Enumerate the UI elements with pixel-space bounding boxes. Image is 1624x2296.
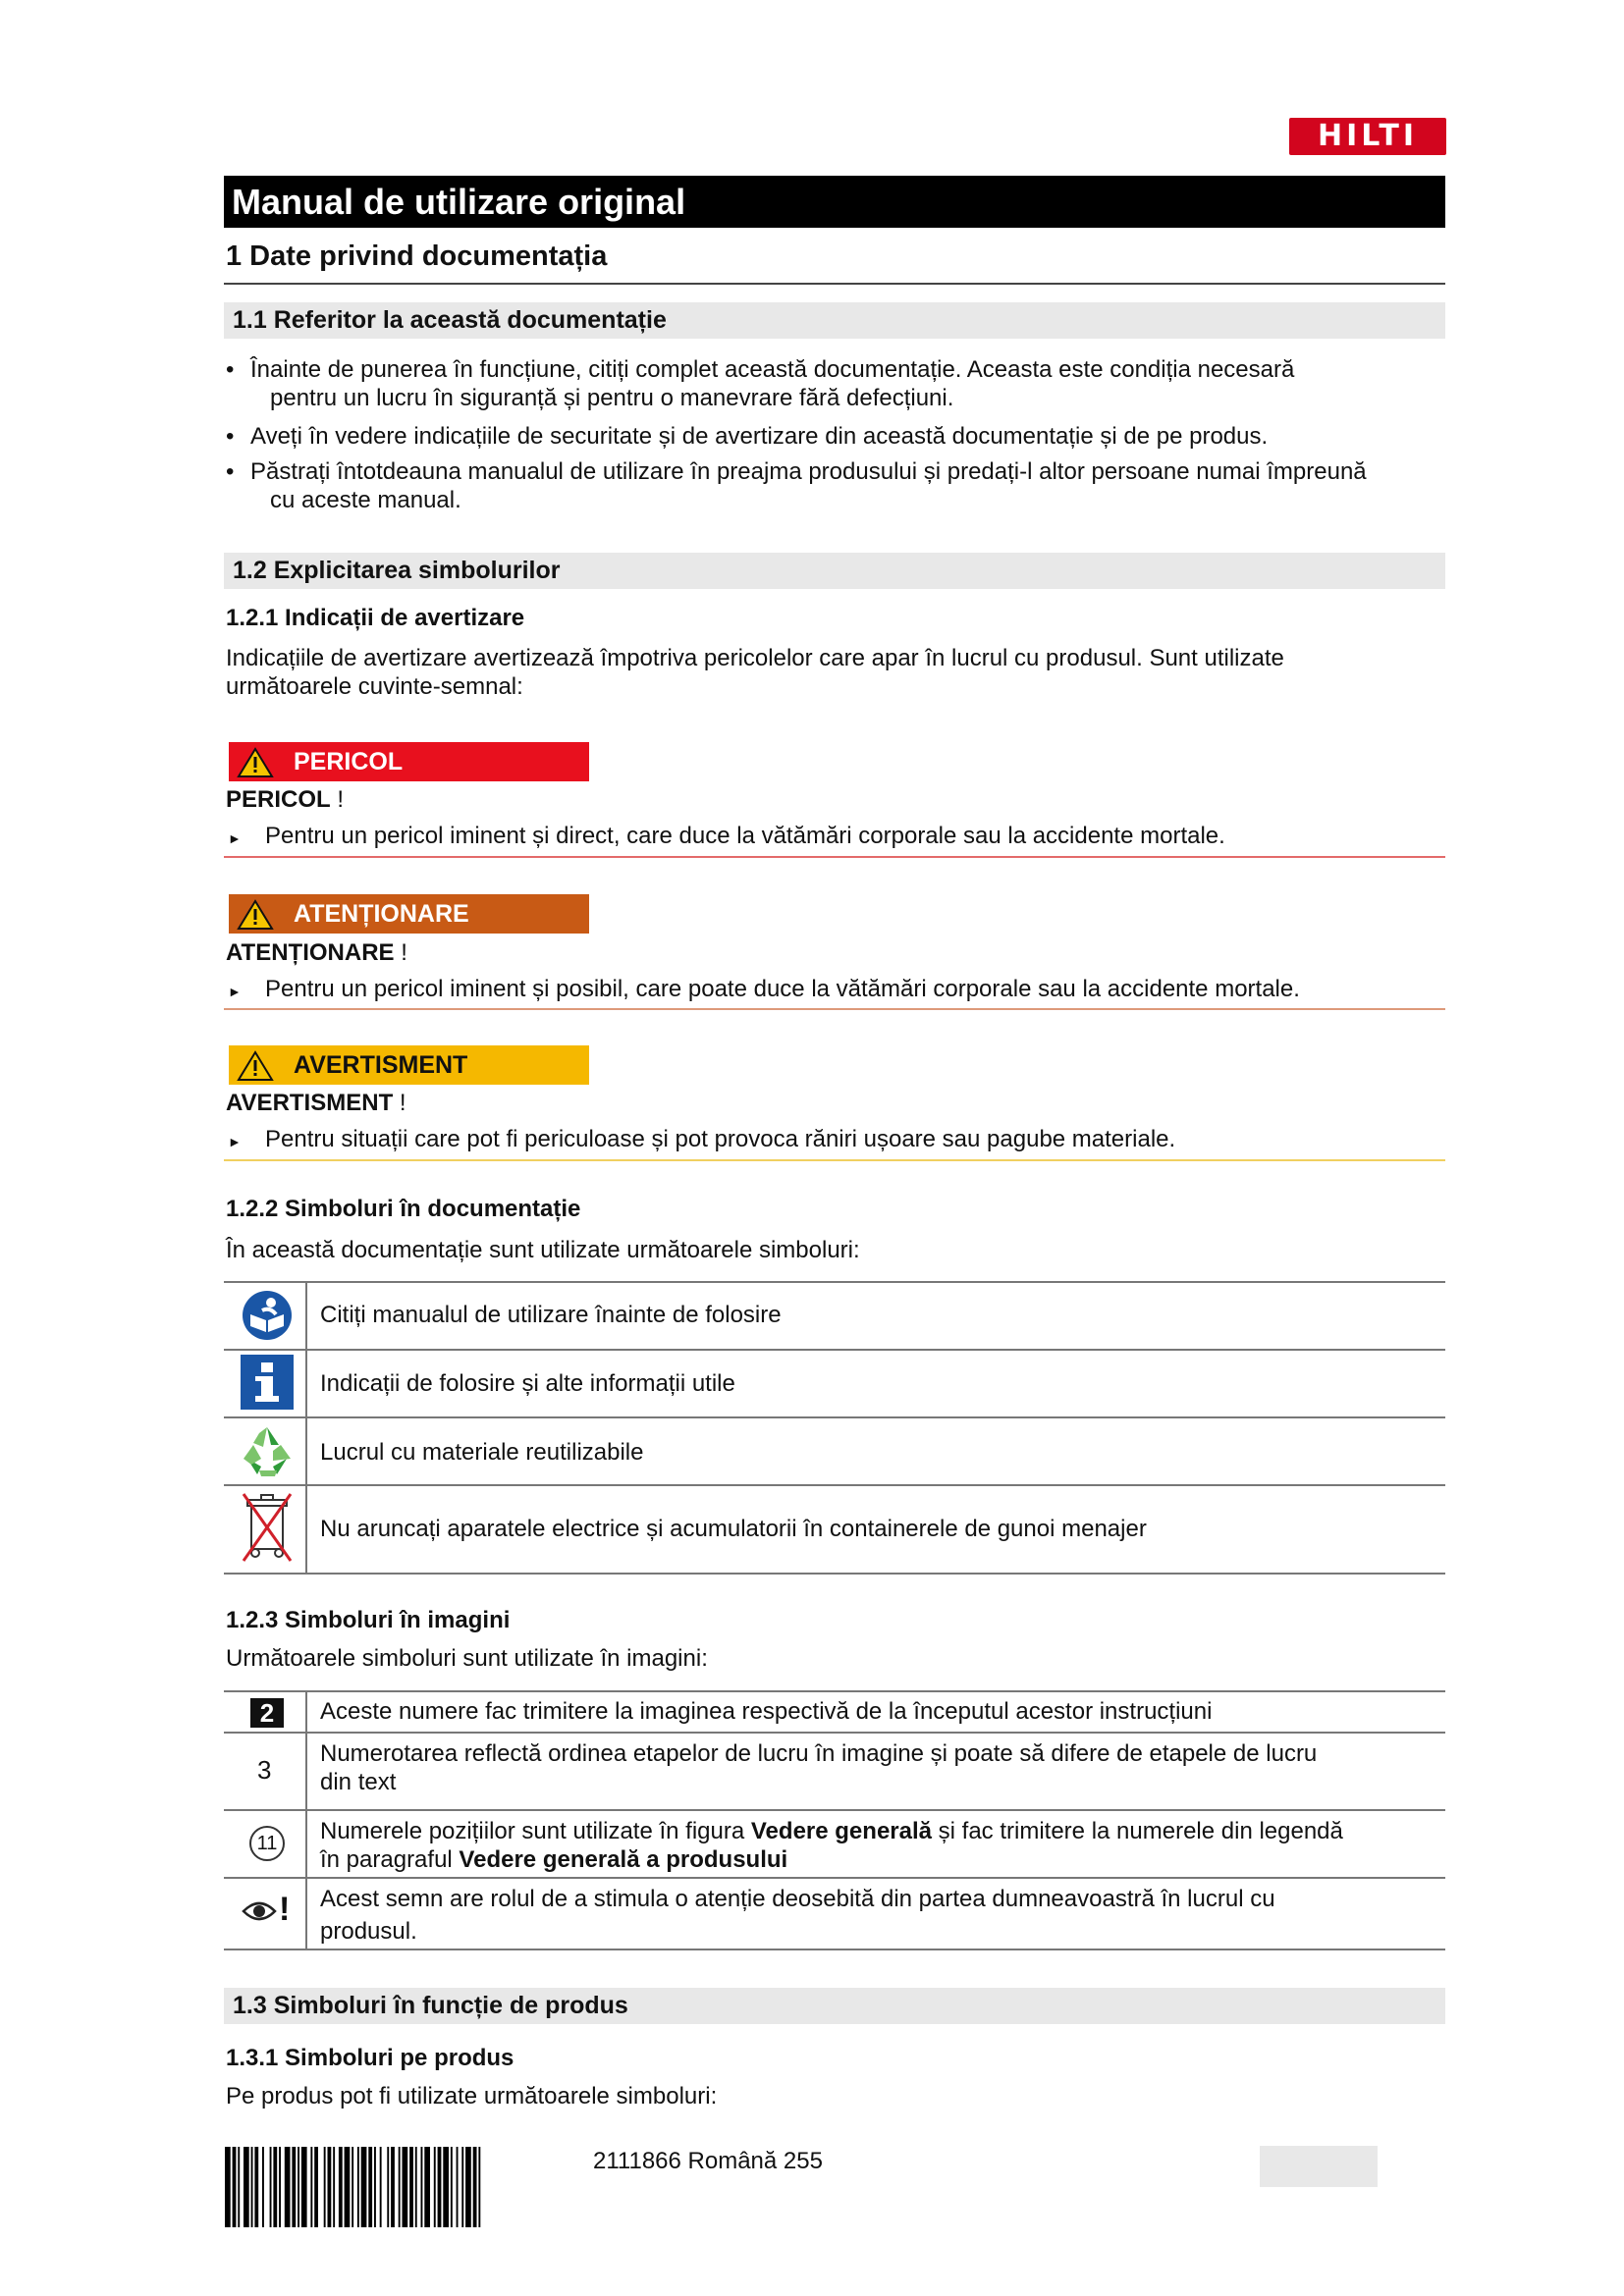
symbol-description: Nu aruncați aparatele electrice și acumulatorii în containerele de gunoi menajer	[320, 1516, 1147, 1542]
barcode-bar	[251, 2147, 253, 2227]
bullet-dot: •	[226, 356, 235, 383]
table-rule	[224, 1573, 1445, 1575]
section-heading-bar	[224, 302, 1445, 339]
barcode-bar	[361, 2147, 367, 2227]
signal-word-line	[226, 939, 407, 967]
barcode-bar	[285, 2147, 291, 2227]
barcode-bar	[352, 2147, 353, 2227]
table-rule	[224, 1416, 1445, 1418]
signal-label: PERICOL	[294, 748, 404, 775]
barcode-bar	[465, 2147, 471, 2227]
text-run: în paragraful	[320, 1846, 460, 1873]
barcode-bar	[409, 2147, 413, 2227]
caution-signal-bar	[229, 1045, 589, 1085]
barcode-bar	[310, 2147, 312, 2227]
symbol-description-cont	[320, 1845, 787, 1874]
footer-text: 2111866 Română 255	[593, 2148, 823, 2174]
document-title: Manual de utilizare original	[232, 182, 686, 222]
warning-triangle-icon	[237, 899, 274, 931]
barcode-bar	[421, 2147, 423, 2227]
barcode-bar	[424, 2147, 430, 2227]
subsection-heading: 1.2.3 Simboluri în imagini	[226, 1607, 511, 1633]
barcode-bar	[254, 2147, 258, 2227]
text-run: și fac trimitere la numerele din legendă	[932, 1818, 1343, 1844]
barcode-bar	[374, 2147, 376, 2227]
symbol-description: Numerotarea reflectă ordinea etapelor de lucru în imagine și poate să difere de etapele de lucru	[320, 1740, 1318, 1767]
bullet-text: Înainte de punerea în funcțiune, citiți complet această documentație. Aceasta este condiția necesară	[250, 356, 1295, 383]
danger-signal-bar	[229, 742, 589, 781]
paragraph-line: În această documentație sunt utilizate următoarele simboluri:	[226, 1237, 860, 1263]
table-rule	[224, 1809, 1445, 1811]
barcode-bar	[270, 2147, 272, 2227]
barcode-bar	[403, 2147, 408, 2227]
subsection-heading: 1.3.1 Simboluri pe produs	[226, 2045, 514, 2071]
barcode-bar	[457, 2147, 459, 2227]
barcode-bar	[233, 2147, 237, 2227]
signal-word: PERICOL	[226, 786, 331, 813]
symbol-description-cont: din text	[320, 1769, 397, 1795]
warning-triangle-icon	[237, 747, 274, 778]
symbol-description: Citiți manualul de utilizare înainte de folosire	[320, 1302, 782, 1328]
exclamation: !	[399, 1090, 406, 1116]
exclamation: !	[401, 939, 407, 966]
arrow-icon: ►	[228, 984, 242, 999]
symbol-description	[320, 1817, 1343, 1845]
symbol-description: Aceste numere fac trimitere la imaginea respectivă de la începutul acestor instrucțiuni	[320, 1698, 1213, 1725]
table-rule	[224, 1484, 1445, 1486]
info-icon	[241, 1355, 294, 1410]
barcode-bar	[368, 2147, 372, 2227]
hilti-logo	[1289, 118, 1446, 155]
paragraph-line: Indicațiile de avertizare avertizează împotriva pericolelor care apar în lucrul cu produsul. Sunt utilizate	[226, 645, 1284, 671]
signal-word-line	[226, 1090, 406, 1117]
barcode-bar	[225, 2147, 231, 2227]
barcode-bar	[279, 2147, 281, 2227]
barcode-bar	[415, 2147, 417, 2227]
symbol-description: Indicații de folosire și alte informații utile	[320, 1370, 735, 1397]
bullet-text: Păstrați întotdeauna manualul de utilizare în preajma produsului și predați-l altor persoane numai împreună	[250, 458, 1367, 485]
warning-divider	[224, 1008, 1445, 1010]
document-title-bar	[224, 176, 1445, 228]
bullet-item	[226, 355, 1561, 412]
warning-divider	[224, 1159, 1445, 1161]
warning-divider	[224, 856, 1445, 858]
bullet-text-cont: cu aceste manual.	[270, 487, 461, 513]
symbol-description: Lucrul cu materiale reutilizabile	[320, 1439, 644, 1466]
barcode-bar	[399, 2147, 401, 2227]
bold-term: Vedere generală	[750, 1818, 932, 1844]
chapter-heading: 1 Date privind documentația	[226, 240, 608, 272]
figure-number-symbol: 2	[250, 1698, 284, 1728]
barcode-bar	[451, 2147, 453, 2227]
section-heading: 1.3 Simboluri în funcție de produs	[233, 1992, 628, 2019]
barcode-bar	[298, 2147, 299, 2227]
chapter-divider	[224, 283, 1445, 285]
barcode-bar	[333, 2147, 335, 2227]
barcode-bar	[443, 2147, 449, 2227]
read-manual-icon	[241, 1289, 294, 1342]
barcode-bar	[324, 2147, 326, 2227]
paragraph-line: următoarele cuvinte-semnal:	[226, 673, 523, 700]
signal-word: AVERTISMENT	[226, 1090, 394, 1116]
crossed-bin-icon	[242, 1490, 293, 1567]
barcode-bar	[380, 2147, 382, 2227]
barcode-bar	[438, 2147, 442, 2227]
barcode-bar	[387, 2147, 389, 2227]
exclamation: !	[337, 786, 345, 813]
section-heading: 1.1 Referitor la această documentație	[233, 306, 667, 334]
barcode-bar	[262, 2147, 264, 2227]
barcode-bar	[238, 2147, 240, 2227]
subsection-heading: 1.2.2 Simboluri în documentație	[226, 1196, 581, 1222]
bold-term: Vedere generală a produsului	[459, 1846, 788, 1873]
barcode-bar	[473, 2147, 477, 2227]
signal-label: AVERTISMENT	[294, 1051, 468, 1079]
barcode	[225, 2147, 563, 2227]
barcode-bar	[301, 2147, 307, 2227]
table-rule	[224, 1949, 1445, 1950]
barcode-bar	[391, 2147, 395, 2227]
table-rule	[224, 1349, 1445, 1351]
warning-text: Pentru un pericol iminent și direct, care duce la vătămări corporale sau la accidente mortale.	[265, 823, 1225, 849]
barcode-bar	[328, 2147, 332, 2227]
position-number-symbol: 11	[249, 1826, 285, 1861]
page-tab	[1260, 2146, 1378, 2187]
bullet-item	[226, 422, 1561, 451]
section-heading-bar	[224, 1988, 1445, 2024]
symbol-description-cont: produsul.	[320, 1918, 417, 1945]
barcode-bar	[434, 2147, 436, 2227]
table-rule	[224, 1281, 1445, 1283]
barcode-bar	[339, 2147, 343, 2227]
barcode-bar	[273, 2147, 277, 2227]
bullet-text: Aveți în vedere indicațiile de securitate și de avertizare din această documentație și de pe produs.	[250, 423, 1269, 450]
paragraph-line: Următoarele simboluri sunt utilizate în imagini:	[226, 1645, 708, 1672]
signal-word-line	[226, 786, 344, 814]
step-number-symbol: 3	[257, 1755, 272, 1785]
arrow-icon: ►	[228, 830, 242, 846]
bullet-text-cont: pentru un lucru în siguranță și pentru o manevrare fără defecțiuni.	[270, 385, 954, 411]
barcode-bar	[461, 2147, 463, 2227]
eye-icon	[242, 1899, 277, 1923]
barcode-bar	[244, 2147, 249, 2227]
bullet-dot: •	[226, 458, 235, 485]
barcode-bar	[345, 2147, 351, 2227]
barcode-bar	[292, 2147, 296, 2227]
barcode-bar	[478, 2147, 480, 2227]
table-rule	[224, 1877, 1445, 1879]
paragraph-line: Pe produs pot fi utilizate următoarele simboluri:	[226, 2083, 718, 2109]
signal-word: ATENȚIONARE	[226, 939, 395, 966]
warning-text: Pentru un pericol iminent și posibil, care poate duce la vătămări corporale sau la accidente mortale.	[265, 976, 1300, 1002]
subsection-heading: 1.2.1 Indicații de avertizare	[226, 605, 525, 631]
barcode-bar	[357, 2147, 359, 2227]
section-heading-bar	[224, 553, 1445, 589]
attention-exclamation: !	[279, 1891, 291, 1928]
bullet-item	[226, 457, 1561, 514]
signal-label: ATENȚIONARE	[294, 900, 469, 928]
table-rule	[224, 1732, 1445, 1734]
warning-signal-bar	[229, 894, 589, 934]
section-heading: 1.2 Explicitarea simbolurilor	[233, 557, 561, 584]
barcode-bar	[314, 2147, 318, 2227]
warning-triangle-icon	[237, 1050, 274, 1082]
arrow-icon: ►	[228, 1134, 242, 1149]
text-run: Numerele pozițiilor sunt utilizate în figura	[320, 1818, 751, 1844]
logo-text: HILTI	[1317, 119, 1419, 153]
warning-text: Pentru situații care pot fi periculoase și pot provoca răniri ușoare sau pagube materiale.	[265, 1126, 1176, 1152]
table-column-rule	[305, 1690, 307, 1950]
table-column-rule	[305, 1281, 307, 1575]
recycle-icon	[240, 1423, 295, 1478]
symbol-description: Acest semn are rolul de a stimula o atenție deosebită din partea dumneavoastră în lucrul cu	[320, 1886, 1275, 1912]
table-rule	[224, 1690, 1445, 1692]
bullet-dot: •	[226, 423, 235, 450]
